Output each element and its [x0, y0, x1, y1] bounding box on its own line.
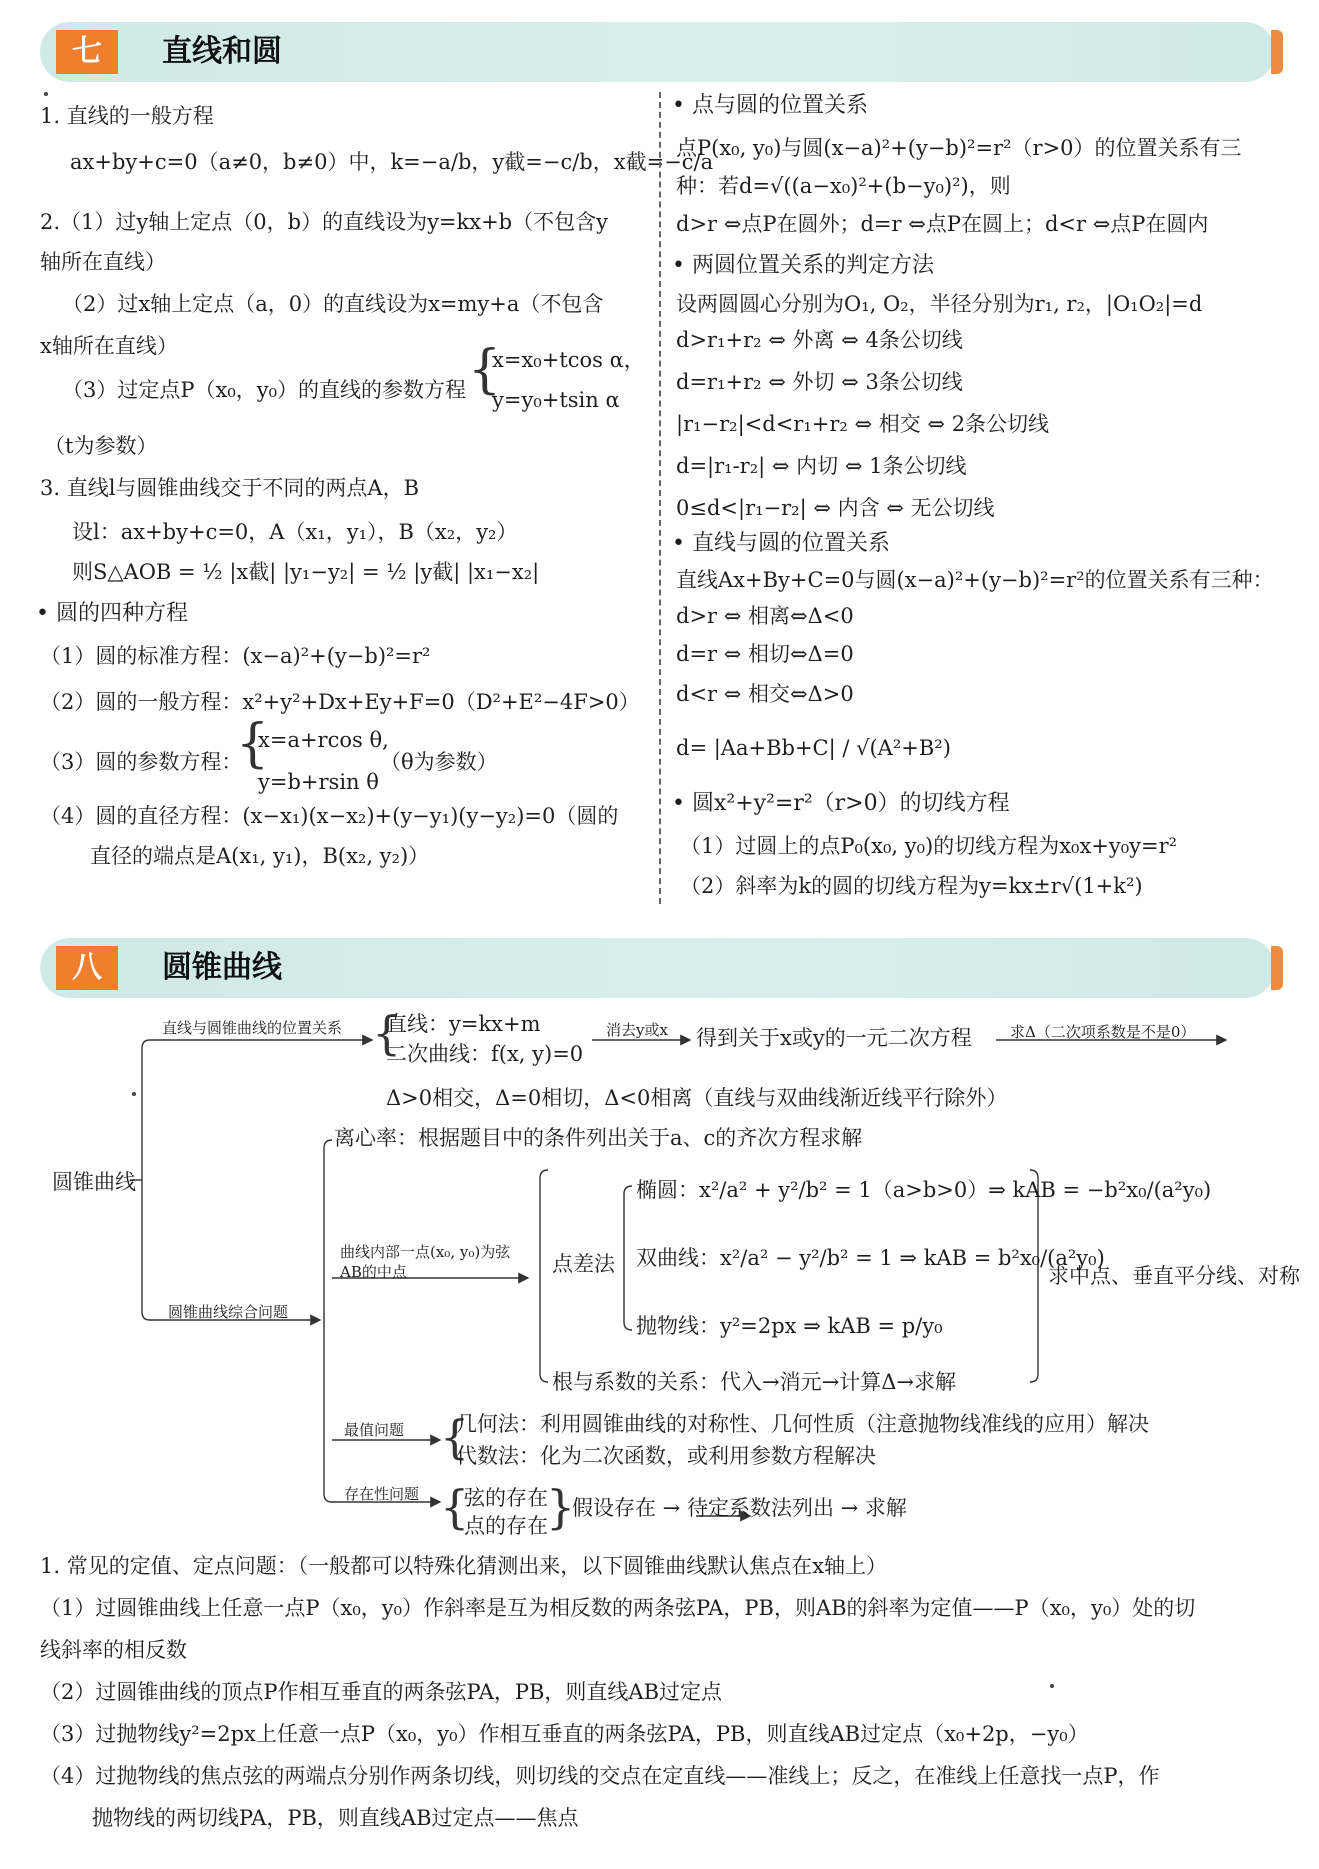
- method-bracket: [540, 1170, 548, 1382]
- two-circles-contain: 0≤d<|r₁−r₂| ⇔ 内含 ⇔ 无公切线: [676, 496, 995, 520]
- fixed-value-title: 1. 常见的定值、定点问题：（一般都可以特殊化猜测出来，以下圆锥曲线默认焦点在x轴上）: [40, 1554, 888, 1578]
- point-difference-method: 点差法: [552, 1252, 615, 1276]
- fixed-value-2: （2）过圆锥曲线的顶点P作相互垂直的两条弦PA，PB，则直线AB过定点: [40, 1680, 723, 1704]
- root-coefficient: 根与系数的关系：代入→消元→计算Δ→求解: [552, 1370, 956, 1394]
- delta-label: 求Δ（二次项系数是不是0）: [1010, 1023, 1196, 1041]
- section-number: 七: [56, 30, 118, 74]
- line-circle-setup: 直线Ax+By+C=0与圆(x−a)²+(y−b)²=r²的位置关系有三种：: [676, 568, 1274, 592]
- line-conic-setup: 设l：ax+by+c=0，A（x₁，y₁），B（x₂，y₂）: [72, 520, 518, 544]
- ink-speck: [44, 92, 48, 96]
- two-circles-title: 两圆位置关系的判定方法: [691, 253, 934, 278]
- point-existence: 点的存在: [464, 1514, 548, 1538]
- brace: }: [546, 1480, 576, 1534]
- fixed-value-3: （3）过抛物线y²=2px上任意一点P（x₀，y₀）作相互垂直的两条弦PA，PB，则直线AB过定点（x₀+2p，−y₀）: [40, 1722, 1089, 1746]
- brace: {: [440, 1410, 470, 1464]
- circle-standard: （1）圆的标准方程：(x−a)²+(y−b)²=r²: [40, 644, 431, 668]
- circle-param-note: （θ为参数）: [380, 750, 498, 774]
- line-general-equation: ax+by+c=0（a≠0，b≠0）中，k=−a/b，y截=−c/b，x截=−c/a: [70, 150, 714, 174]
- branch1-label: 直线与圆锥曲线的位置关系: [162, 1019, 343, 1037]
- section-number: 八: [56, 946, 118, 990]
- point-circle-title: 点与圆的位置关系: [691, 93, 868, 118]
- line-circle-title: 直线与圆的位置关系: [691, 531, 890, 556]
- fixed-value-1-cont: 线斜率的相反数: [40, 1638, 187, 1662]
- diagram-root: 圆锥曲线: [52, 1170, 136, 1194]
- midpoint-result: 求中点、垂直平分线、对称: [1048, 1264, 1300, 1288]
- line-conic-area: 则S△AOB = ½ |x截| |y₁−y₂| = ½ |y截| |x₁−x₂|: [72, 560, 540, 584]
- bullet-tangent: • 圆x²+y²=r²（r>0）的切线方程: [672, 791, 1010, 816]
- circle-diameter: （4）圆的直径方程：(x−x₁)(x−x₂)+(y−y₁)(y−y₂)=0（圆的: [40, 804, 619, 828]
- ellipse-slope: 椭圆：x²/a² + y²/b² = 1（a>b>0）⇒ kAB = −b²x₀/(a²y₀): [636, 1178, 1212, 1202]
- line-general-title: 1. 直线的一般方程: [40, 104, 214, 128]
- line-through-y-axis-cont: 轴所在直线）: [40, 250, 166, 274]
- curve-bracket: [624, 1186, 632, 1330]
- bullet-point-circle: • 点与圆的位置关系: [672, 93, 868, 118]
- line-through-y-axis: 2.（1）过y轴上定点（0，b）的直线设为y=kx+b（不包含y: [40, 210, 608, 234]
- parabola-slope: 抛物线：y²=2px ⇒ kAB = p/y₀: [636, 1314, 943, 1338]
- ink-speck: [132, 1092, 136, 1096]
- line-param-note: （t为参数）: [44, 434, 158, 458]
- point-circle-text-3: d>r ⇔点P在圆外；d=r ⇔点P在圆上；d<r ⇔点P在圆内: [676, 212, 1209, 236]
- chord-existence: 弦的存在: [464, 1486, 548, 1510]
- brace: {: [440, 1480, 470, 1534]
- fixed-value-4-cont: 抛物线的两切线PA，PB，则直线AB过定点——焦点: [92, 1806, 579, 1830]
- line-param-eq-2: y=y₀+tsin α: [492, 388, 620, 412]
- algebraic-method: 代数法：化为二次函数，或利用参数方程解决: [456, 1444, 876, 1468]
- delta-cases: Δ>0相交，Δ=0相切，Δ<0相离（直线与双曲线渐近线平行除外）: [386, 1086, 1008, 1110]
- quadratic-result: 得到关于x或y的一元二次方程: [696, 1026, 972, 1050]
- bullet-two-circles: • 两圆位置关系的判定方法: [672, 253, 934, 278]
- two-circles-int-tangent: d=|r₁-r₂| ⇔ 内切 ⇔ 1条公切线: [676, 454, 967, 478]
- sub-bracket: [324, 1140, 332, 1502]
- brace: {: [372, 1006, 402, 1060]
- fixed-value-1: （1）过圆锥曲线上任意一点P（x₀，y₀）作斜率是互为相反数的两条弦PA，PB，则AB的斜率为定值——P（x₀，y₀）处的切: [40, 1596, 1196, 1620]
- line-equation: 直线：y=kx+m: [386, 1012, 541, 1036]
- existence-steps: 假设存在 → 待定系数法列出 → 求解: [572, 1496, 907, 1520]
- bullet-circle-equations: • 圆的四种方程: [36, 601, 188, 626]
- brace: {: [236, 714, 270, 774]
- circle-param-eq-2: y=b+rsin θ: [258, 770, 379, 794]
- distance-formula: d= |Aa+Bb+C| / √(A²+B²): [676, 736, 951, 760]
- extreme-label: 最值问题: [344, 1421, 405, 1439]
- existence-label: 存在性问题: [344, 1485, 420, 1503]
- tangent-slope: （2）斜率为k的圆的切线方程为y=kx±r√(1+k²): [680, 874, 1143, 898]
- point-circle-text-1: 点P(x₀, y₀)与圆(x−a)²+(y−b)²=r²（r>0）的位置关系有三: [676, 136, 1242, 160]
- point-circle-text-2: 种：若d=√((a−x₀)²+(b−y₀)²)，则: [676, 174, 1011, 198]
- brace: {: [468, 340, 502, 400]
- midpoint-label-2: AB的中点: [340, 1263, 407, 1281]
- bullet-line-circle: • 直线与圆的位置关系: [672, 531, 890, 556]
- two-circles-ext-tangent: d=r₁+r₂ ⇔ 外切 ⇔ 3条公切线: [676, 370, 963, 394]
- section-title: 圆锥曲线: [162, 950, 282, 985]
- line-through-x-axis: （2）过x轴上定点（a，0）的直线设为x=my+a（不包含: [62, 292, 604, 316]
- ink-speck: [1050, 1684, 1054, 1688]
- tangent-point: （1）过圆上的点P₀(x₀, y₀)的切线方程为x₀x+y₀y=r²: [680, 834, 1178, 858]
- line-through-x-axis-cont: x轴所在直线）: [40, 334, 178, 358]
- section-title: 直线和圆: [162, 34, 282, 69]
- two-circles-intersect: |r₁−r₂|<d<r₁+r₂ ⇔ 相交 ⇔ 2条公切线: [676, 412, 1050, 436]
- circle-param-eq-1: x=a+rcos θ,: [258, 728, 389, 752]
- line-circle-intersect: d<r ⇔ 相交⇔Δ>0: [676, 682, 854, 706]
- two-circles-apart: d>r₁+r₂ ⇔ 外离 ⇔ 4条公切线: [676, 328, 963, 352]
- line-conic-title: 3. 直线l与圆锥曲线交于不同的两点A，B: [40, 476, 420, 500]
- branch2-label: 圆锥曲线综合问题: [168, 1303, 289, 1321]
- line-param-eq-1: x=x₀+tcos α，: [492, 348, 645, 372]
- eliminate-label: 消去y或x: [606, 1021, 668, 1039]
- tangent-title: 圆x²+y²=r²（r>0）的切线方程: [691, 791, 1010, 816]
- line-circle-tangent: d=r ⇔ 相切⇔Δ=0: [676, 642, 854, 666]
- fixed-value-4: （4）过抛物线的焦点弦的两端点分别作两条切线，则切线的交点在定直线——准线上；反之，在准线上任意找一点P，作: [40, 1764, 1160, 1788]
- hyperbola-slope: 双曲线：x²/a² − y²/b² = 1 ⇒ kAB = b²x₀/(a²y₀): [636, 1246, 1105, 1270]
- midpoint-label-1: 曲线内部一点(x₀, y₀)为弦: [340, 1243, 511, 1261]
- circle-equations-title: 圆的四种方程: [55, 601, 188, 626]
- circle-param-intro: （3）圆的参数方程：: [40, 750, 243, 774]
- curve-equation: 二次曲线：f(x, y)=0: [386, 1042, 584, 1066]
- root-bracket: [142, 1040, 150, 1320]
- geometric-method: 几何法：利用圆锥曲线的对称性、几何性质（注意抛物线准线的应用）解决: [456, 1412, 1149, 1436]
- circle-diameter-cont: 直径的端点是A(x₁, y₁)，B(x₂, y₂)）: [90, 844, 430, 868]
- two-circles-setup: 设两圆圆心分别为O₁, O₂，半径分别为r₁, r₂，|O₁O₂|=d: [676, 292, 1203, 316]
- line-param-intro: （3）过定点P（x₀，y₀）的直线的参数方程: [62, 378, 467, 402]
- line-circle-apart: d>r ⇔ 相离⇔Δ<0: [676, 604, 854, 628]
- circle-general: （2）圆的一般方程：x²+y²+Dx+Ey+F=0（D²+E²−4F>0）: [40, 690, 640, 714]
- eccentricity: 离心率：根据题目中的条件列出关于a、c的齐次方程求解: [334, 1126, 863, 1150]
